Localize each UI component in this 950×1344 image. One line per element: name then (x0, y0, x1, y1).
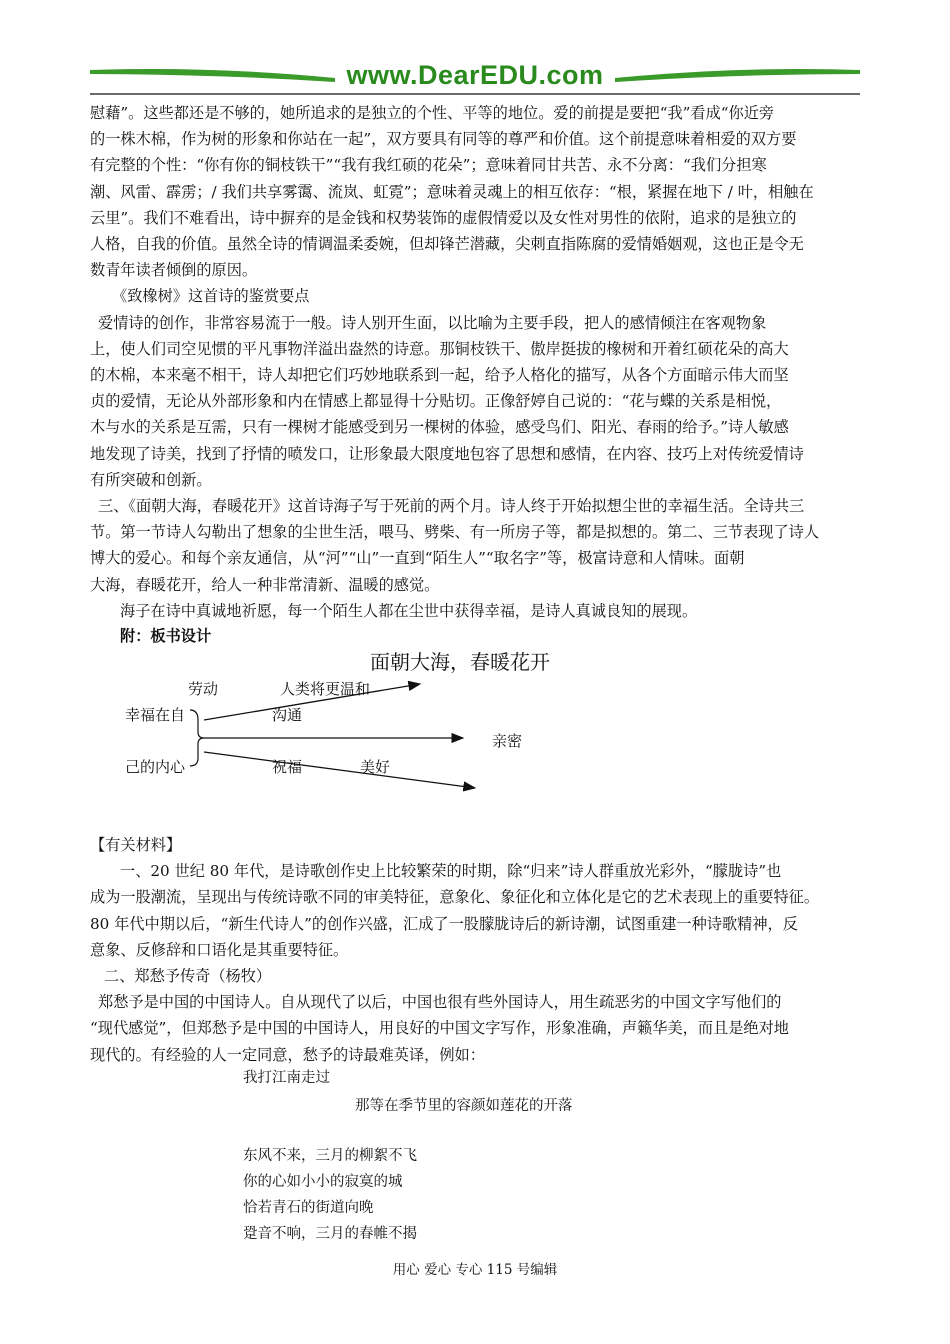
text-line: 大海，春暖花开，给人一种非常清新、温暖的感觉。 (90, 575, 440, 594)
text-line: 地发现了诗美，找到了抒情的喷发口，让形象最大限度地包容了思想和感情，在内容、技巧上对传统爱情诗 (90, 444, 804, 463)
label-beautiful: 美好 (360, 758, 391, 776)
label-communicate: 沟通 (272, 706, 303, 724)
paragraph-3 (90, 493, 862, 598)
text-line: 云里”。我们不难看出，诗中摒弃的是金钱和权势装饰的虚假情爱以及女性对男性的依附，追求的是独立的 (90, 208, 797, 227)
text-line: 木与水的关系是互需，只有一棵树才能感受到另一棵树的体验，感受鸟们、阳光、春雨的给予。”诗人敏感 (90, 418, 789, 437)
page-footer: 用心 爱心 专心 115 号编辑 (392, 1262, 558, 1278)
text-line: 三、《面朝大海，春暖花开》这首诗海子写于死前的两个月。诗人终于开始拟想尘世的幸福生活。全诗共三 (98, 497, 805, 516)
text-line: 80 年代中期以后，“新生代诗人”的创作兴盛，汇成了一股朦胧诗后的新诗潮，试图重建一种诗歌精神，反 (90, 914, 798, 933)
paragraph-1 (90, 100, 862, 283)
poem-line: 跫音不响，三月的春帷不揭 (243, 1226, 417, 1242)
text-line: 意象、反修辞和口语化是其重要特征。 (90, 940, 349, 959)
label-humanity: 人类将更温和 (280, 680, 371, 698)
text-line: “现代感觉”，但郑愁予是中国的中国诗人，用良好的中国文字写作，形象准确，声籁华美，而且是绝对地 (90, 1019, 789, 1038)
section-title: 二、郑愁予传奇（杨牧） (104, 967, 272, 986)
text-line: 爱情诗的创作，非常容易流于一般。诗人别开生面，以比喻为主要手段，把人的感情倾注在客观物象 (98, 313, 767, 332)
text-line: 海子在诗中真诚地祈愿，每一个陌生人都在尘世中获得幸福，是诗人真诚良知的展现。 (120, 601, 698, 620)
poem-line: 恰若青石的街道向晚 (243, 1200, 374, 1216)
text-line: 潮、风雷、霹雳；/ 我们共享雾霭、流岚、虹霓”；意味着灵魂上的相互依存：“根，紧握在地下 / 叶，相触在 (90, 182, 814, 201)
text-line: 博大的爱心。和每个亲友通信，从“河”“山”一直到“陌生人”“取名字”等，极富诗意和人情味。面朝 (90, 549, 745, 568)
material-paragraph-2 (90, 963, 862, 1068)
text-line: 人格，自我的价值。虽然全诗的情调温柔委婉，但却锋芒潜藏，尖刺直指陈腐的爱情婚姻观，这也正是令无 (90, 235, 804, 254)
poem-line: 你的心如小小的寂寞的城 (243, 1174, 403, 1190)
label-labor: 劳动 (188, 680, 219, 698)
text-line: 有所突破和创新。 (90, 470, 212, 489)
poem-line: 东风不来，三月的柳絮不飞 (243, 1148, 417, 1164)
bracket-brace (190, 710, 204, 766)
text-line: 节。第一节诗人勾勒出了想象的尘世生活，喂马、劈柴、有一所房子等，都是拟想的。第二、三节表现了诗人 (90, 523, 819, 542)
text-line: 成为一股潮流，呈现出与传统诗歌不同的审美特征，意象化、象征化和立体化是它的艺术表现上的重要特征。 (90, 888, 819, 907)
label-happy-2: 己的内心 (125, 758, 186, 776)
text-line: 的一株木棉，作为树的形象和你站在一起”，双方要具有同等的尊严和价值。这个前提意味着相爱的双方要 (90, 130, 797, 149)
text-line: 贞的爱情，无论从外部形象和内在情感上都显得十分贴切。正像舒婷自己说的：“花与蝶的关系是相悦， (90, 392, 782, 411)
text-line: 慰藉”。这些都还是不够的，她所追求的是独立的个性、平等的地位。爱的前提是要把“我”看成“你近旁 (90, 104, 775, 122)
poem-line: 我打江南走过 (243, 1070, 330, 1086)
material-section (90, 832, 862, 1068)
text-line: 郑愁予是中国的中国诗人。自从现代了以后，中国也很有些外国诗人，用生疏恶劣的中国文字写他们的 (98, 993, 782, 1012)
section-title: 《致橡树》这首诗的鉴赏要点 (112, 287, 310, 306)
material-heading: 【有关材料】 (90, 836, 182, 854)
label-intimate: 亲密 (492, 732, 523, 750)
arrow-up (204, 684, 420, 720)
text-line: 上，使人们司空见惯的平凡事物洋溢出盎然的诗意。那铜枝铁干、傲岸挺拔的橡树和开着红硕花朵的高大 (90, 339, 789, 358)
label-happy-1: 幸福在自 (125, 706, 186, 724)
text-line: 数青年读者倾倒的原因。 (90, 261, 258, 280)
label-bless: 祝福 (272, 758, 303, 776)
text-line: 一、20 世纪 80 年代，是诗歌创作史上比较繁荣的时期，除“归来”诗人群重放光彩外，“朦胧诗”也 (120, 862, 782, 881)
board-design-diagram (90, 640, 862, 825)
arrow-down (204, 752, 475, 788)
text-line: 现代的。有经验的人一定同意，愁予的诗最难英译，例如： (90, 1045, 485, 1064)
board-title: 面朝大海，春暖花开 (370, 650, 550, 674)
site-logo-text[interactable]: www.DearEDU.com (346, 60, 604, 90)
main-content (90, 100, 862, 650)
text-line: 有完整的个性：“你有你的铜枝铁干”“我有我红硕的花朵”；意味着同甘共苦、永不分离：“我们分担寒 (90, 156, 767, 175)
material-paragraph-1 (90, 832, 862, 963)
poem-line: 那等在季节里的容颜如莲花的开落 (355, 1098, 573, 1114)
board-arrows (90, 640, 862, 825)
paragraph-2 (90, 283, 862, 493)
text-line: 的木棉，本来毫不相干，诗人却把它们巧妙地联系到一起，给予人格化的描写，从各个方面暗示伟大而坚 (90, 366, 789, 385)
site-header (90, 58, 860, 98)
appendix-heading: 附：板书设计 (120, 628, 212, 646)
